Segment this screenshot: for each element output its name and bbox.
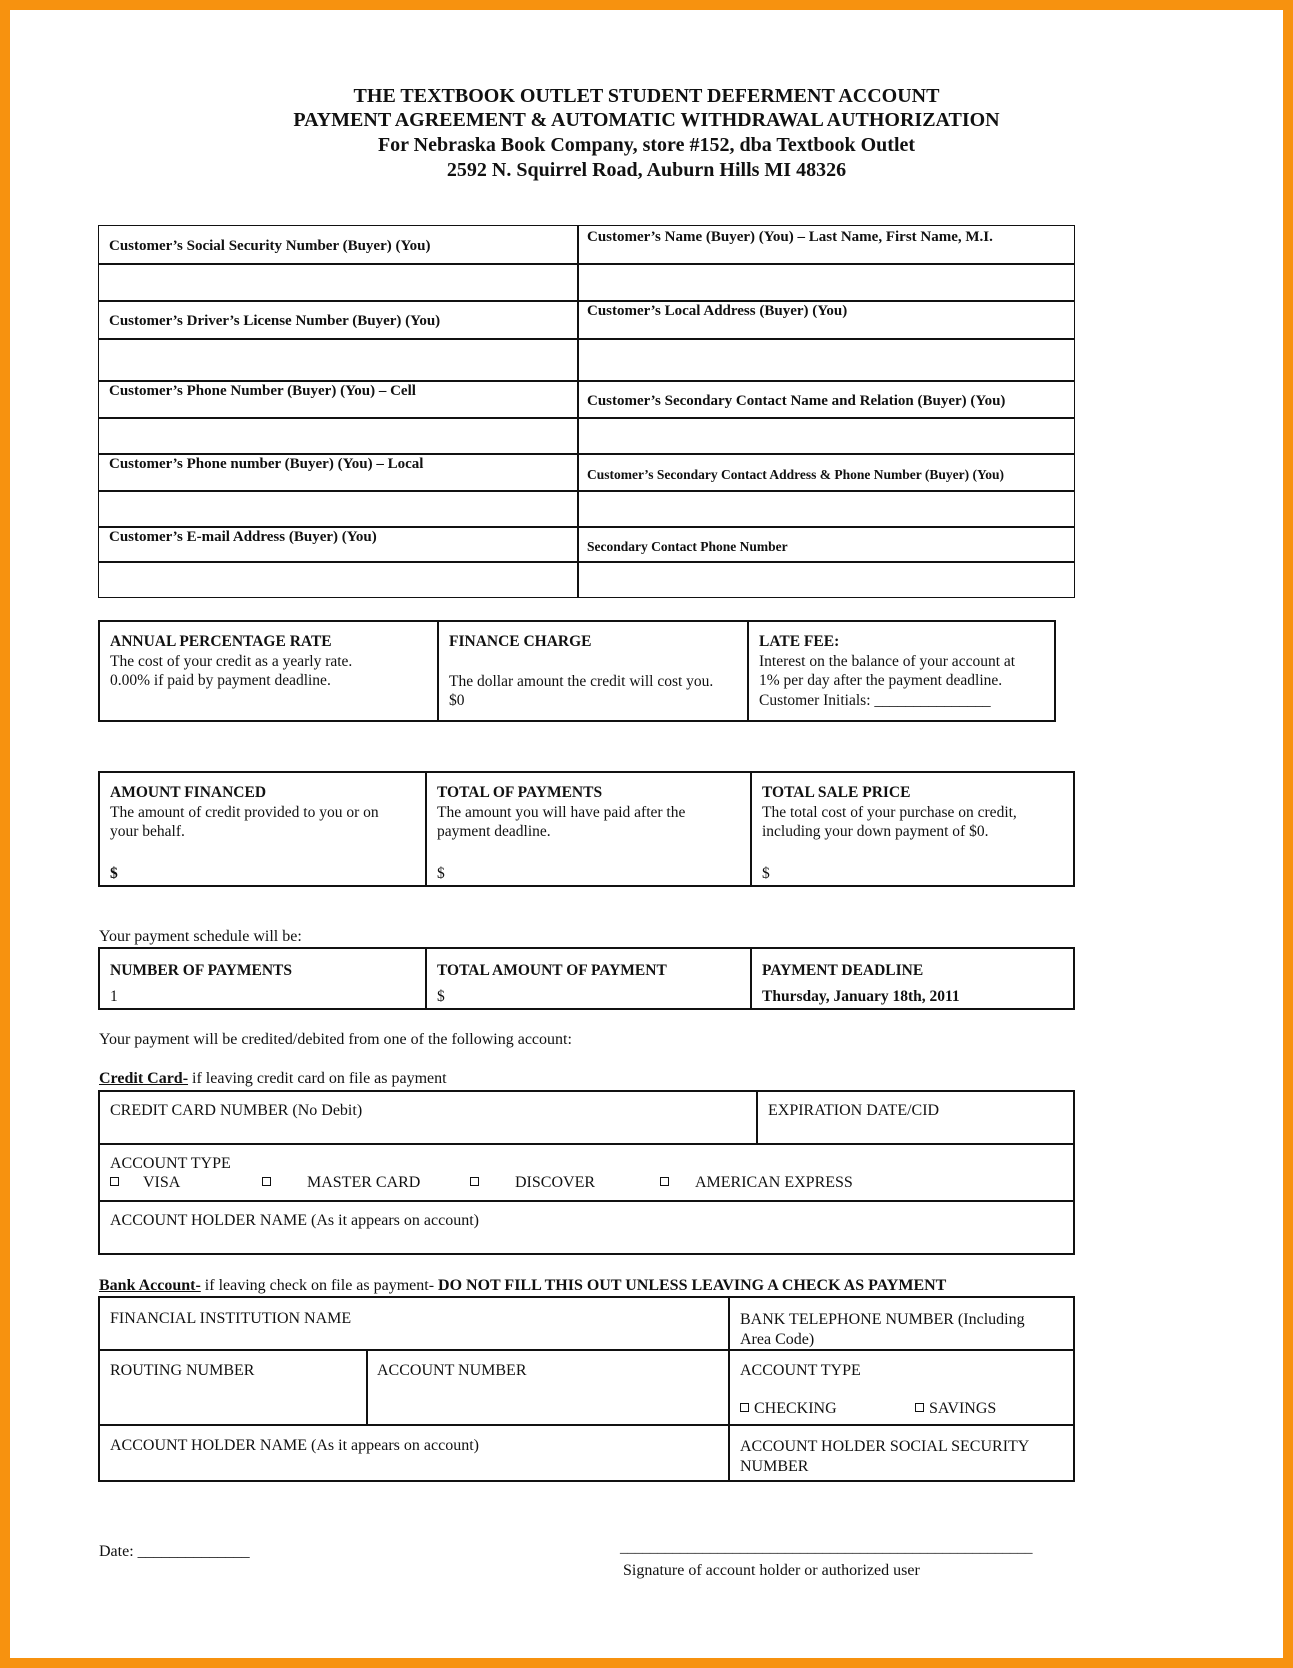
late-fee-line-1: Interest on the balance of your account at (759, 652, 1016, 670)
name-field[interactable] (579, 265, 1074, 300)
number-of-payments-cell (100, 949, 425, 1008)
phone-cell-label: Customer’s Phone Number (Buyer) (You) – Cell (109, 383, 416, 399)
secondary-phone-field[interactable] (579, 563, 1074, 597)
license-label: Customer’s Driver’s License Number (Buyer) (You) (109, 313, 441, 329)
credit-card-heading (99, 1070, 447, 1088)
apr-line-2: 0.00% if paid by payment deadline. (110, 672, 331, 689)
bank-heading-rest: if leaving check on file as payment- (200, 1277, 439, 1294)
finance-charge-value: $0 (449, 692, 465, 709)
cc-holder-name-label: ACCOUNT HOLDER NAME (As it appears on account) (110, 1212, 479, 1229)
amount-financed-cell (100, 773, 425, 885)
customer-info-grid (98, 225, 1075, 598)
checking-option[interactable]: CHECKING (740, 1400, 837, 1418)
bank-heading-warning: DO NOT FILL THIS OUT UNLESS LEAVING A CHECK AS PAYMENT (438, 1277, 947, 1294)
customer-initials-field[interactable]: Customer Initials: _______________ (759, 691, 991, 709)
expiration-field[interactable] (758, 1122, 1073, 1143)
total-sale-price-line-2: including your down payment of $0. (762, 823, 989, 840)
visa-checkbox[interactable] (110, 1177, 119, 1186)
routing-number-field[interactable] (100, 1384, 366, 1424)
local-address-label: Customer’s Local Address (Buyer) (You) (587, 303, 848, 319)
amount-financed-line-2: your behalf. (110, 823, 185, 840)
ssn-field[interactable] (99, 265, 577, 300)
bank-heading-label: Bank Account- (99, 1277, 201, 1294)
number-of-payments-title: NUMBER OF PAYMENTS (110, 962, 292, 979)
bank-phone-label: BANK TELEPHONE NUMBER (Including Area Code) (740, 1311, 1025, 1348)
license-field[interactable] (99, 340, 577, 380)
email-field[interactable] (99, 563, 577, 597)
form-title-line-4: 2592 N. Squirrel Road, Auburn Hills MI 48326 (446, 159, 847, 181)
finance-charge-line-1: The dollar amount the credit will cost you. (449, 672, 714, 690)
secondary-address-label: Customer’s Secondary Contact Address & Phone Number (Buyer) (You) (587, 467, 1004, 482)
form-title-line-3: For Nebraska Book Company, store #152, dba Textbook Outlet (377, 134, 916, 156)
email-label: Customer’s E-mail Address (Buyer) (You) (109, 529, 377, 545)
credit-card-box (98, 1090, 1075, 1255)
total-amount-payment-value[interactable]: $ (437, 987, 445, 1005)
total-payments-line-1: The amount you will have paid after the (437, 803, 686, 821)
total-sale-price-cell (750, 773, 1073, 885)
mastercard-checkbox[interactable] (262, 1177, 271, 1186)
payment-schedule-box (98, 947, 1075, 1010)
total-payments-value[interactable]: $ (437, 864, 445, 882)
form-title-line-1: THE TEXTBOOK OUTLET STUDENT DEFERMENT ACCOUNT (353, 85, 940, 107)
late-fee-cell (747, 622, 1054, 720)
checking-checkbox[interactable] (740, 1403, 749, 1412)
disclosure-box-2 (98, 771, 1075, 887)
secondary-address-field[interactable] (579, 492, 1074, 526)
cc-option-discover[interactable]: DISCOVER (470, 1174, 595, 1192)
late-fee-title: LATE FEE: (759, 633, 840, 650)
institution-name-label: FINANCIAL INSTITUTION NAME (110, 1310, 352, 1327)
total-amount-payment-cell (425, 949, 750, 1008)
savings-checkbox[interactable] (915, 1403, 924, 1412)
expiration-label: EXPIRATION DATE/CID (768, 1102, 940, 1119)
date-field[interactable]: Date: ______________ (99, 1543, 250, 1560)
ssn-label: Customer’s Social Security Number (Buyer) (You) (109, 238, 431, 254)
late-fee-line-2: 1% per day after the payment deadline. (759, 672, 1003, 689)
cc-account-type-label: ACCOUNT TYPE (110, 1155, 231, 1172)
amount-financed-value[interactable]: $ (110, 864, 118, 882)
routing-number-label: ROUTING NUMBER (110, 1362, 255, 1379)
total-sale-price-line-1: The total cost of your purchase on credit, (762, 803, 1017, 821)
signature-line[interactable]: _______________________________________________________ (620, 1540, 1033, 1556)
finance-charge-cell (437, 622, 747, 720)
total-amount-payment-title: TOTAL AMOUNT OF PAYMENT (437, 962, 667, 979)
phone-local-field[interactable] (99, 492, 577, 526)
apr-title: ANNUAL PERCENTAGE RATE (110, 633, 332, 650)
discover-checkbox[interactable] (470, 1177, 479, 1186)
payment-deadline-cell (750, 949, 1073, 1008)
bank-holder-name-field[interactable] (100, 1458, 728, 1480)
cc-option-amex[interactable]: AMERICAN EXPRESS (660, 1174, 853, 1192)
number-of-payments-value: 1 (110, 987, 118, 1005)
payment-deadline-value: Thursday, January 18th, 2011 (762, 987, 960, 1005)
bank-holder-name-label: ACCOUNT HOLDER NAME (As it appears on account) (110, 1437, 479, 1454)
form-title-line-2: PAYMENT AGREEMENT & AUTOMATIC WITHDRAWAL AUTHORIZATION (293, 109, 1000, 131)
credit-card-heading-rest: if leaving credit card on file as payment (188, 1070, 447, 1087)
name-label: Customer’s Name (Buyer) (You) – Last Name, First Name, M.I. (587, 229, 993, 245)
institution-name-field[interactable] (100, 1330, 728, 1349)
apr-cell (100, 622, 437, 720)
credit-card-number-label: CREDIT CARD NUMBER (No Debit) (110, 1102, 363, 1119)
phone-cell-field[interactable] (99, 419, 577, 453)
bank-heading (99, 1277, 946, 1295)
phone-local-label: Customer’s Phone number (Buyer) (You) – Local (109, 456, 424, 472)
disclosure-box-1 (98, 620, 1056, 722)
total-sale-price-title: TOTAL SALE PRICE (762, 784, 911, 801)
cc-option-mastercard[interactable]: MASTER CARD (262, 1174, 420, 1192)
amount-financed-line-1: The amount of credit provided to you or on (110, 803, 379, 821)
total-payments-title: TOTAL OF PAYMENTS (437, 784, 603, 801)
payment-deadline-title: PAYMENT DEADLINE (762, 962, 924, 979)
holder-ssn-label: ACCOUNT HOLDER SOCIAL SECURITY NUMBER (740, 1438, 1030, 1475)
account-intro: Your payment will be credited/debited from one of the following account: (99, 1031, 572, 1048)
credit-card-number-field[interactable] (100, 1122, 756, 1143)
secondary-phone-label: Secondary Contact Phone Number (587, 539, 788, 554)
amex-checkbox[interactable] (660, 1177, 669, 1186)
total-payments-line-2: payment deadline. (437, 823, 551, 840)
local-address-field[interactable] (579, 340, 1074, 380)
signature-label: Signature of account holder or authorized user (623, 1562, 920, 1579)
total-payments-cell (425, 773, 750, 885)
secondary-contact-label: Customer’s Secondary Contact Name and Relation (Buyer) (You) (587, 393, 1006, 409)
cc-option-visa[interactable]: VISA (110, 1174, 180, 1192)
amount-financed-title: AMOUNT FINANCED (110, 784, 267, 801)
cc-holder-name-field[interactable] (100, 1232, 1073, 1253)
finance-charge-title: FINANCE CHARGE (449, 633, 592, 650)
account-number-field[interactable] (368, 1384, 728, 1424)
apr-line-1: The cost of your credit as a yearly rate. (110, 652, 353, 670)
bank-account-type-label: ACCOUNT TYPE (740, 1362, 861, 1379)
schedule-intro: Your payment schedule will be: (99, 928, 302, 945)
total-sale-price-value[interactable]: $ (762, 864, 770, 882)
savings-option[interactable]: SAVINGS (915, 1400, 996, 1418)
credit-card-heading-label: Credit Card- (99, 1070, 189, 1087)
secondary-contact-field[interactable] (579, 419, 1074, 453)
account-number-label: ACCOUNT NUMBER (377, 1362, 527, 1379)
bank-account-box (98, 1296, 1075, 1482)
